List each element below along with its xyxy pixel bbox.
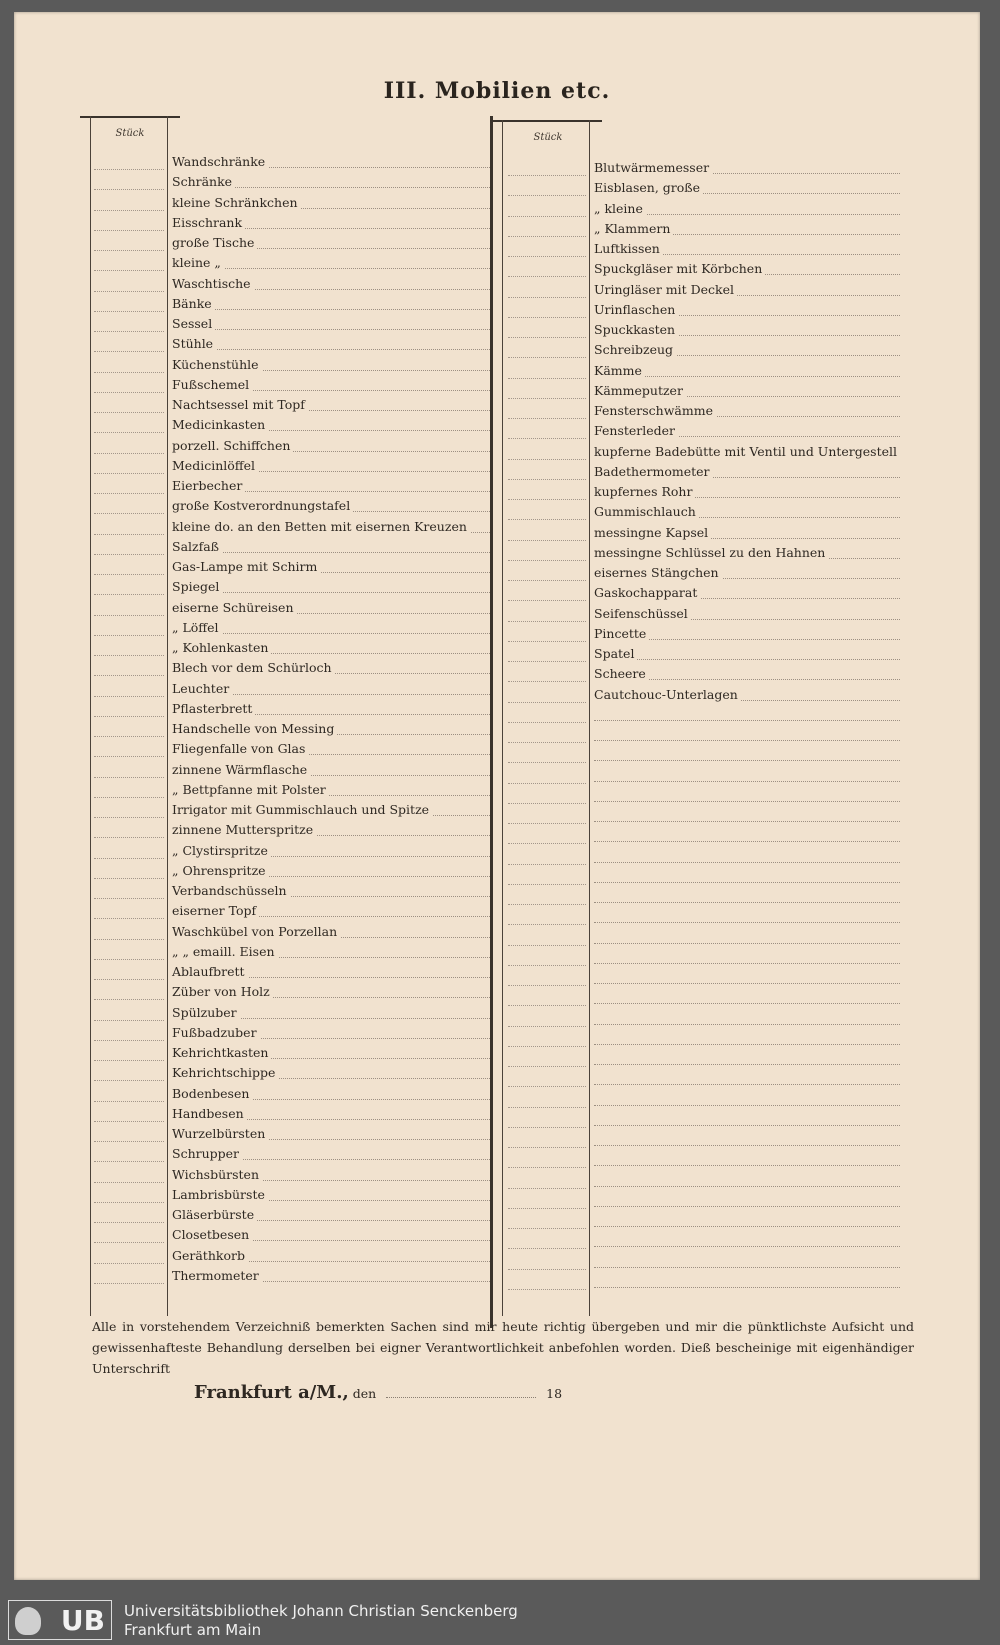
blank-inventory-row <box>490 1270 910 1290</box>
inventory-row <box>80 596 500 616</box>
blank-inventory-row <box>490 1067 910 1087</box>
blank-inventory-row <box>490 804 910 824</box>
item-label: eiserner Topf <box>172 903 259 918</box>
item-dotted-line <box>594 1267 900 1268</box>
inventory-row <box>490 642 910 662</box>
blank-inventory-row <box>490 723 910 743</box>
item-label: Sessel <box>172 316 215 331</box>
item-label: Gaskochapparat <box>594 585 700 600</box>
inventory-row <box>490 156 910 176</box>
inventory-row <box>80 1223 500 1243</box>
inventory-row <box>80 251 500 271</box>
item-label: „ Bettpfanne mit Polster <box>172 782 329 797</box>
item-dotted-line <box>594 1186 900 1187</box>
inventory-row <box>490 257 910 277</box>
item-label: Schreibzeug <box>594 342 676 357</box>
inventory-row <box>80 1142 500 1162</box>
inventory-row <box>80 737 500 757</box>
inventory-row <box>80 191 500 211</box>
item-dotted-line <box>594 1003 900 1004</box>
item-label: Fensterschwämme <box>594 403 716 418</box>
item-label: Uringläser mit Deckel <box>594 282 737 297</box>
library-footer-bar <box>0 1596 1000 1645</box>
inventory-row <box>490 480 910 500</box>
item-label: Schränke <box>172 174 235 189</box>
inventory-row <box>80 616 500 636</box>
item-dotted-line <box>594 1287 900 1288</box>
inventory-row <box>80 575 500 595</box>
inventory-row <box>80 920 500 940</box>
item-label: Geräthkorb <box>172 1248 248 1263</box>
item-dotted-line <box>594 740 900 741</box>
item-label: Spiegel <box>172 579 222 594</box>
blank-inventory-row <box>490 1148 910 1168</box>
blank-inventory-row <box>490 1169 910 1189</box>
inventory-row <box>80 778 500 798</box>
inventory-row <box>80 515 500 535</box>
item-label: große Kostverordnungstafel <box>172 498 353 513</box>
item-dotted-line <box>594 1206 900 1207</box>
item-label: Fußbadzuber <box>172 1025 260 1040</box>
item-label: Gläserbürste <box>172 1207 257 1222</box>
item-label: kleine „ <box>172 255 224 270</box>
item-label: kupfernes Rohr <box>594 484 695 499</box>
item-dotted-line <box>594 922 900 923</box>
item-label: „ Ohrenspritze <box>172 863 269 878</box>
blank-inventory-row <box>490 845 910 865</box>
inventory-row <box>80 636 500 656</box>
inventory-row <box>80 353 500 373</box>
inventory-row <box>80 960 500 980</box>
item-label: Closetbesen <box>172 1227 252 1242</box>
inventory-row <box>490 541 910 561</box>
item-label: Schrupper <box>172 1146 242 1161</box>
item-label: Handschelle von Messing <box>172 721 337 736</box>
item-dotted-line <box>594 659 900 660</box>
item-label: „ kleine <box>594 201 646 216</box>
item-dotted-line <box>594 1105 900 1106</box>
inventory-row <box>80 758 500 778</box>
inventory-row <box>490 338 910 358</box>
inventory-row <box>80 373 500 393</box>
item-label: Wichsbürsten <box>172 1167 262 1182</box>
inventory-row <box>80 1183 500 1203</box>
right-top-rule <box>492 120 602 122</box>
item-dotted-line <box>594 760 900 761</box>
inventory-row <box>490 662 910 682</box>
inventory-row <box>80 1264 500 1284</box>
item-label: „ Löffel <box>172 620 222 635</box>
item-label: Verbandschüsseln <box>172 883 290 898</box>
inventory-row <box>490 278 910 298</box>
item-label: Blech vor dem Schürloch <box>172 660 335 675</box>
statement-text: Alle in vorstehendem Verzeichniß bemerkten Sachen sind mir heute richtig übergeben und mir die pünktlichste Aufsicht und gewissenhafteste Behandlung derselben bei eigner Verantwortlichkeit anbefohlen worden. Dieß bescheinige mit eigenhändiger Unterschrift <box>92 1319 914 1376</box>
item-dotted-line <box>594 781 900 782</box>
inventory-row <box>490 217 910 237</box>
item-dotted-line <box>594 821 900 822</box>
library-name: Universitätsbibliothek Johann Christian Senckenberg <box>124 1602 518 1620</box>
inventory-row <box>80 717 500 737</box>
item-label: Fensterleder <box>594 423 678 438</box>
blank-inventory-row <box>490 784 910 804</box>
item-label: Spuckkasten <box>594 322 678 337</box>
inventory-row <box>80 494 500 514</box>
inventory-row <box>80 434 500 454</box>
inventory-row <box>490 521 910 541</box>
item-label: Pincette <box>594 626 649 641</box>
inventory-row <box>80 940 500 960</box>
inventory-row <box>80 1001 500 1021</box>
inventory-row <box>490 379 910 399</box>
item-label: Urinflaschen <box>594 302 678 317</box>
item-dotted-line <box>172 329 490 330</box>
inventory-row <box>80 272 500 292</box>
blank-inventory-row <box>490 1189 910 1209</box>
inventory-row <box>80 312 500 332</box>
inventory-row <box>490 440 910 460</box>
item-label: eiserne Schüreisen <box>172 600 297 615</box>
inventory-row <box>490 399 910 419</box>
inventory-row <box>490 602 910 622</box>
item-dotted-line <box>172 309 490 310</box>
item-dotted-line <box>594 963 900 964</box>
inventory-row <box>80 1122 500 1142</box>
blank-inventory-row <box>490 824 910 844</box>
right-qty-header: Stück <box>533 132 563 143</box>
inventory-row <box>490 683 910 703</box>
item-label: Medicinkasten <box>172 417 268 432</box>
item-label: Thermometer <box>172 1268 262 1283</box>
item-label: Züber von Holz <box>172 984 273 999</box>
item-label: Spülzuber <box>172 1005 240 1020</box>
left-top-rule <box>80 116 180 118</box>
blank-inventory-row <box>490 764 910 784</box>
inventory-row <box>490 581 910 601</box>
inventory-row <box>80 818 500 838</box>
item-dotted-line <box>594 841 900 842</box>
item-label: Handbesen <box>172 1106 247 1121</box>
inventory-row <box>490 561 910 581</box>
inventory-row <box>490 359 910 379</box>
item-label: Leuchter <box>172 681 232 696</box>
item-label: porzell. Schiffchen <box>172 438 293 453</box>
item-label: Scheere <box>594 666 649 681</box>
inventory-row <box>80 980 500 1000</box>
item-label: Ablaufbrett <box>172 964 248 979</box>
item-label: Seifenschüssel <box>594 606 691 621</box>
inventory-row <box>80 899 500 919</box>
inventory-row <box>80 474 500 494</box>
item-label: Eierbecher <box>172 478 245 493</box>
item-label: Fußschemel <box>172 377 252 392</box>
item-label: Nachtsessel mit Topf <box>172 397 308 412</box>
item-dotted-line <box>594 1145 900 1146</box>
inventory-row <box>80 231 500 251</box>
item-label: Badethermometer <box>594 464 713 479</box>
item-label: Medicinlöffel <box>172 458 258 473</box>
inventory-row <box>80 150 500 170</box>
inventory-row <box>490 318 910 338</box>
inventory-row <box>490 298 910 318</box>
item-label: Kämmeputzer <box>594 383 686 398</box>
library-city: Frankfurt am Main <box>124 1621 262 1639</box>
item-dotted-line <box>594 1084 900 1085</box>
inventory-row <box>490 500 910 520</box>
item-label: Stühle <box>172 336 216 351</box>
item-dotted-line <box>594 1165 900 1166</box>
right-inventory-column <box>490 120 910 1326</box>
blank-inventory-row <box>490 865 910 885</box>
item-label: Bodenbesen <box>172 1086 252 1101</box>
item-dotted-line <box>594 801 900 802</box>
signature-year: 18 <box>546 1386 563 1401</box>
item-dotted-line <box>594 1125 900 1126</box>
item-label: eisernes Stängchen <box>594 565 722 580</box>
blank-inventory-row <box>490 1108 910 1128</box>
item-label: Kehrichtschippe <box>172 1065 278 1080</box>
blank-inventory-row <box>490 946 910 966</box>
item-label: kleine do. an den Betten mit eisernen Kreuzen <box>172 519 470 534</box>
item-label: messingne Schlüssel zu den Hahnen <box>594 545 828 560</box>
inventory-row <box>80 1102 500 1122</box>
signature-city: Frankfurt a/M., <box>194 1382 349 1403</box>
item-label: Waschkübel von Porzellan <box>172 924 340 939</box>
blank-inventory-row <box>490 926 910 946</box>
blank-inventory-row <box>490 905 910 925</box>
item-label: Fliegenfalle von Glas <box>172 741 308 756</box>
document-page <box>14 12 980 1580</box>
item-label: Wurzelbürsten <box>172 1126 268 1141</box>
item-label: „ Clystirspritze <box>172 843 271 858</box>
inventory-row <box>80 292 500 312</box>
blank-inventory-row <box>490 1128 910 1148</box>
left-inventory-column <box>80 116 500 1326</box>
item-label: „ „ emaill. Eisen <box>172 944 278 959</box>
item-dotted-line <box>594 720 900 721</box>
item-label: Kehrichtkasten <box>172 1045 271 1060</box>
date-blank <box>386 1396 536 1398</box>
item-label: zinnene Wärmflasche <box>172 762 310 777</box>
item-dotted-line <box>594 1246 900 1247</box>
inventory-row <box>80 555 500 575</box>
item-dotted-line <box>594 1024 900 1025</box>
ub-logo-text: UB <box>60 1604 105 1637</box>
inventory-row <box>80 879 500 899</box>
item-dotted-line <box>172 349 490 350</box>
inventory-row <box>80 697 500 717</box>
blank-inventory-row <box>490 703 910 723</box>
blank-inventory-row <box>490 1047 910 1067</box>
item-label: Eisschrank <box>172 215 245 230</box>
item-label: Pflasterbrett <box>172 701 255 716</box>
item-label: kleine Schränkchen <box>172 195 301 210</box>
page-title: III. Mobilien etc. <box>383 78 611 104</box>
inventory-row <box>80 393 500 413</box>
item-label: Kämme <box>594 363 645 378</box>
item-label: große Tische <box>172 235 257 250</box>
signature-line <box>194 1382 562 1403</box>
blank-inventory-row <box>490 1250 910 1270</box>
item-label: Spatel <box>594 646 637 661</box>
blank-inventory-row <box>490 1229 910 1249</box>
item-label: Cautchouc-Unterlagen <box>594 687 741 702</box>
inventory-row <box>490 197 910 217</box>
item-dotted-line <box>594 943 900 944</box>
item-label: Bänke <box>172 296 215 311</box>
inventory-row <box>80 454 500 474</box>
inventory-row <box>80 1082 500 1102</box>
inventory-row <box>80 1163 500 1183</box>
left-qty-header: Stück <box>115 128 145 139</box>
inventory-row <box>80 211 500 231</box>
inventory-row <box>80 798 500 818</box>
item-label: „ Kohlenkasten <box>172 640 271 655</box>
inventory-row <box>80 677 500 697</box>
library-name-block <box>124 1602 518 1640</box>
quantity-blank <box>508 1289 586 1290</box>
inventory-row <box>490 237 910 257</box>
item-label: Lambrisbürste <box>172 1187 268 1202</box>
item-label: Wandschränke <box>172 154 268 169</box>
blank-inventory-row <box>490 1088 910 1108</box>
item-dotted-line <box>594 1226 900 1227</box>
inventory-row <box>80 839 500 859</box>
inventory-row <box>80 859 500 879</box>
blank-inventory-row <box>490 966 910 986</box>
item-label: Gas-Lampe mit Schirm <box>172 559 320 574</box>
blank-inventory-row <box>490 986 910 1006</box>
inventory-row <box>80 535 500 555</box>
inventory-row <box>490 176 910 196</box>
item-label: Eisblasen, große <box>594 180 703 195</box>
item-label: messingne Kapsel <box>594 525 711 540</box>
inventory-row <box>80 656 500 676</box>
item-label: „ Klammern <box>594 221 673 236</box>
inventory-row <box>80 1203 500 1223</box>
item-label: Gummischlauch <box>594 504 699 519</box>
item-label: Küchenstühle <box>172 357 262 372</box>
inventory-row <box>490 419 910 439</box>
inventory-row <box>80 1244 500 1264</box>
inventory-row <box>80 1021 500 1041</box>
inventory-row <box>80 1061 500 1081</box>
blank-inventory-row <box>490 1209 910 1229</box>
item-dotted-line <box>594 1064 900 1065</box>
inventory-row <box>490 460 910 480</box>
item-label: Salzfaß <box>172 539 222 554</box>
portrait-icon <box>15 1607 41 1635</box>
blank-inventory-row <box>490 1027 910 1047</box>
item-label: kupferne Badebütte mit Ventil und Untergestell <box>594 444 900 459</box>
item-label: Blutwärmemesser <box>594 160 712 175</box>
item-label: Spuckgläser mit Körbchen <box>594 261 765 276</box>
item-label: Luftkissen <box>594 241 663 256</box>
quantity-blank <box>94 1283 164 1284</box>
inventory-row <box>80 170 500 190</box>
item-dotted-line <box>594 862 900 863</box>
blank-inventory-row <box>490 885 910 905</box>
item-label: Irrigator mit Gummischlauch und Spitze <box>172 802 432 817</box>
signature-den: den <box>352 1386 377 1401</box>
blank-inventory-row <box>490 1007 910 1027</box>
item-dotted-line <box>594 882 900 883</box>
item-dotted-line <box>594 902 900 903</box>
inventory-row <box>80 332 500 352</box>
blank-inventory-row <box>490 743 910 763</box>
inventory-row <box>80 1041 500 1061</box>
ub-logo[interactable] <box>8 1600 112 1640</box>
item-dotted-line <box>594 1044 900 1045</box>
item-dotted-line <box>594 983 900 984</box>
inventory-row <box>490 622 910 642</box>
inventory-row <box>80 413 500 433</box>
item-label: zinnene Mutterspritze <box>172 822 316 837</box>
item-label: Waschtische <box>172 276 254 291</box>
